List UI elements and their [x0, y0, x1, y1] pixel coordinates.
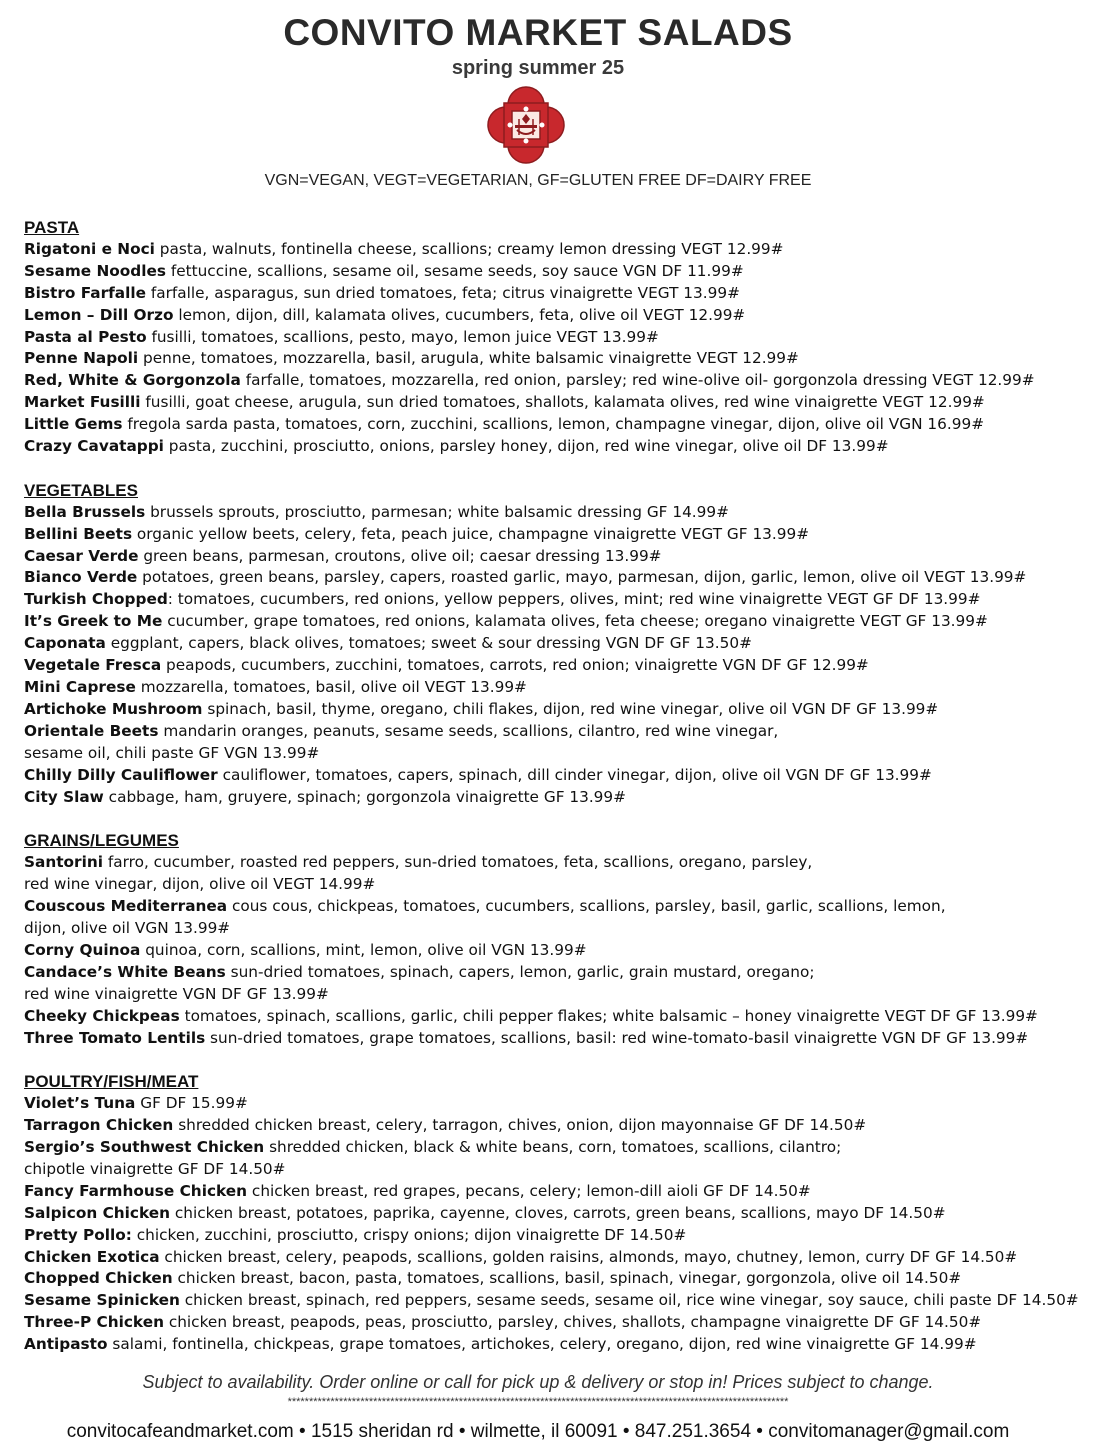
item-description: spinach, basil, thyme, oregano, chili flakes, dijon, red wine vinegar, olive oil VGN DF GF 13.99# — [202, 699, 939, 718]
item-description: sun-dried tomatoes, spinach, capers, lemon, garlic, grain mustard, oregano; red wine vinaigrette VGN DF GF 13.99# — [24, 962, 815, 1003]
item-name: Bellini Beets — [24, 524, 133, 543]
item-name: Antipasto — [24, 1335, 108, 1354]
item-description: cabbage, ham, gruyere, spinach; gorgonzola vinaigrette GF 13.99# — [103, 787, 626, 806]
item-description: brussels sprouts, prosciutto, parmesan; white balsamic dressing GF 14.99# — [145, 502, 729, 521]
menu-item — [24, 1225, 1090, 1247]
item-description: sun-dried tomatoes, grape tomatoes, scallions, basil: red wine-tomato-basil vinaigrette VGN DF GF 13.99# — [205, 1028, 1029, 1047]
item-name: Pretty Pollo: — [24, 1225, 132, 1244]
menu-item — [24, 1006, 1090, 1028]
item-name: Bistro Farfalle — [24, 283, 146, 302]
menu-item — [24, 1115, 1090, 1137]
item-description: chicken breast, red grapes, pecans, celery; lemon-dill aioli GF DF 14.50# — [247, 1181, 811, 1200]
item-description: fusilli, tomatoes, scallions, pesto, mayo, lemon juice VEGT 13.99# — [146, 327, 659, 346]
item-description: farfalle, asparagus, sun dried tomatoes, feta; citrus vinaigrette VEGT 13.99# — [145, 283, 740, 302]
item-description: penne, tomatoes, mozzarella, basil, arugula, white balsamic vinaigrette VEGT 12.99# — [138, 349, 799, 368]
item-description: chicken breast, peapods, peas, prosciutto, parsley, chives, shallots, champagne vinaigrette DF GF 14.50# — [163, 1313, 982, 1332]
item-name: Three-P Chicken — [24, 1313, 164, 1332]
item-description: lemon, dijon, dill, kalamata olives, cucumbers, feta, olive oil VEGT 12.99# — [173, 305, 746, 324]
contact-line: convitocafeandmarket.com • 1515 sheridan rd • wilmette, il 60091 • 847.251.3654 • convitomanager@gmail.com — [66, 1421, 1010, 1442]
item-name: Turkish Chopped — [24, 590, 168, 609]
item-description: pasta, walnuts, fontinella cheese, scallions; creamy lemon dressing VEGT 12.99# — [154, 239, 784, 258]
item-name: Sergio’s Southwest Chicken — [24, 1138, 265, 1157]
menu-item — [24, 787, 1090, 809]
menu-section-vegetables — [24, 480, 1090, 809]
item-description: mandarin oranges, peanuts, sesame seeds, scallions, cilantro, red wine vinegar, sesame oil, chili paste GF VGN 13.99# — [24, 721, 779, 762]
menu-item — [24, 699, 1090, 721]
divider-stars: ********************************************************************************************************************* — [287, 1396, 789, 1408]
item-description: shredded chicken breast, celery, tarragon, chives, onion, dijon mayonnaise GF DF 14.50# — [173, 1116, 867, 1135]
item-description: eggplant, capers, black olives, tomatoes; sweet & sour dressing VGN DF GF 13.50# — [105, 634, 752, 653]
item-name: Red, White & Gorgonzola — [24, 371, 241, 390]
item-name: Mini Caprese — [24, 678, 136, 697]
item-name: City Slaw — [24, 787, 104, 806]
menu-body — [24, 217, 1090, 1378]
item-name: Orientale Beets — [24, 721, 159, 740]
menu-section-poultry-fish-meat — [24, 1071, 1090, 1356]
item-description: chicken breast, potatoes, paprika, cayenne, cloves, carrots, green beans, scallions, mayo DF 14.50# — [170, 1203, 946, 1222]
page-title: CONVITO MARKET SALADS — [283, 12, 793, 53]
item-name: Violet’s Tuna — [24, 1094, 136, 1113]
item-description: mozzarella, tomatoes, basil, olive oil VEGT 13.99# — [135, 678, 527, 697]
menu-item — [24, 677, 1090, 699]
item-description: salami, fontinella, chickpeas, grape tomatoes, artichokes, celery, oregano, dijon, red wine vinaigrette GF 14.99# — [107, 1335, 977, 1354]
item-description: peapods, cucumbers, zucchini, tomatoes, carrots, red onion; vinaigrette VGN DF GF 12.99# — [161, 656, 869, 675]
item-name: Santorini — [24, 853, 103, 872]
menu-item — [24, 567, 1090, 589]
item-description: green beans, parmesan, croutons, olive oil; caesar dressing 13.99# — [138, 546, 662, 565]
menu-section-grains-legumes — [24, 830, 1090, 1049]
menu-item — [24, 392, 1090, 414]
item-name: Bella Brussels — [24, 502, 146, 521]
menu-item — [24, 239, 1090, 261]
menu-item — [24, 502, 1090, 524]
menu-item — [24, 1203, 1090, 1225]
menu-item — [24, 436, 1090, 458]
item-description: farro, cucumber, roasted red peppers, sun-dried tomatoes, feta, scallions, oregano, parsley, red wine vinegar, dijon, olive oil VEGT 14.99# — [24, 853, 813, 894]
menu-item — [24, 852, 1090, 896]
diet-legend: VGN=VEGAN, VEGT=VEGETARIAN, GF=GLUTEN FREE DF=DAIRY FREE — [264, 172, 812, 189]
menu-item — [24, 348, 1090, 370]
item-description: pasta, zucchini, prosciutto, onions, parsley honey, dijon, red wine vinegar, olive oil DF 13.99# — [163, 437, 889, 456]
item-description: GF DF 15.99# — [135, 1094, 248, 1113]
item-name: Cheeky Chickpeas — [24, 1006, 180, 1025]
item-description: cauliflower, tomatoes, capers, spinach, dill cinder vinegar, dijon, olive oil VGN DF GF 13.99# — [217, 765, 932, 784]
item-description: chicken breast, bacon, pasta, tomatoes, scallions, basil, spinach, vinegar, gorgonzola, olive oil 14.50# — [172, 1269, 962, 1288]
menu-item — [24, 283, 1090, 305]
menu-item — [24, 1247, 1090, 1269]
item-description: chicken breast, celery, peapods, scallions, golden raisins, almonds, mayo, chutney, lemon, curry DF GF 14.50# — [159, 1247, 1018, 1266]
item-name: Caesar Verde — [24, 546, 139, 565]
menu-item — [24, 1334, 1090, 1356]
item-name: Chilly Dilly Cauliflower — [24, 765, 218, 784]
item-description: fettuccine, scallions, sesame oil, sesame seeds, soy sauce VGN DF 11.99# — [165, 261, 744, 280]
menu-item — [24, 1093, 1090, 1115]
item-description: chicken breast, spinach, red peppers, sesame seeds, sesame oil, rice wine vinegar, soy sauce, chili paste DF 14.50# — [179, 1291, 1079, 1310]
page-subtitle: spring summer 25 — [451, 57, 625, 79]
item-description: chicken, zucchini, prosciutto, crispy onions; dijon vinaigrette DF 14.50# — [131, 1225, 687, 1244]
menu-item — [24, 721, 1090, 765]
menu-item — [24, 633, 1090, 655]
menu-item — [24, 1181, 1090, 1203]
menu-item — [24, 1290, 1090, 1312]
section-title: POULTRY/FISH/MEAT — [24, 1072, 199, 1092]
menu-item — [24, 305, 1090, 327]
menu-item — [24, 589, 1090, 611]
menu-item — [24, 327, 1090, 349]
section-title: PASTA — [24, 218, 80, 237]
item-name: Chopped Chicken — [24, 1269, 173, 1288]
item-description: fregola sarda pasta, tomatoes, corn, zucchini, scallions, lemon, champagne vinegar, dijon, olive oil VGN 16.99# — [122, 415, 985, 434]
item-name: Little Gems — [24, 415, 123, 434]
item-description: cous cous, chickpeas, tomatoes, cucumbers, scallions, parsley, basil, garlic, scallions, lemon, dijon, olive oil VGN 13.99# — [24, 897, 946, 937]
item-name: Chicken Exotica — [24, 1247, 160, 1266]
item-description: cucumber, grape tomatoes, red onions, kalamata olives, feta cheese; oregano vinaigrette VEGT GF 13.99# — [162, 612, 988, 631]
item-name: Crazy Cavatappi — [24, 437, 164, 456]
item-name: Tarragon Chicken — [24, 1116, 174, 1135]
item-description: farfalle, tomatoes, mozzarella, red onion, parsley; red wine-olive oil- gorgonzola dressing VEGT 12.99# — [240, 371, 1035, 390]
item-description: : tomatoes, cucumbers, red onions, yellow peppers, olives, mint; red wine vinaigrette VEGT GF DF 13.99# — [167, 590, 981, 609]
item-name: Pasta al Pesto — [24, 327, 147, 346]
item-name: It’s Greek to Me — [24, 612, 163, 631]
item-description: tomatoes, spinach, scallions, garlic, chili pepper flakes; white balsamic – honey vinaigrette VEGT DF GF 13.99# — [179, 1006, 1038, 1025]
menu-item — [24, 261, 1090, 283]
item-name: Artichoke Mushroom — [24, 699, 203, 718]
menu-item — [24, 940, 1090, 962]
item-name: Corny Quinoa — [24, 940, 141, 959]
section-title: GRAINS/LEGUMES — [24, 831, 179, 851]
item-name: Candace’s White Beans — [24, 962, 226, 981]
item-name: Sesame Spinicken — [24, 1291, 180, 1310]
menu-item — [24, 524, 1090, 546]
item-name: Salpicon Chicken — [24, 1203, 171, 1222]
availability-note: Subject to availability. Order online or call for pick up & delivery or stop in! Prices subject to change. — [142, 1372, 934, 1392]
item-name: Vegetale Fresca — [24, 656, 162, 675]
item-name: Lemon – Dill Orzo — [24, 305, 174, 324]
item-name: Market Fusilli — [24, 393, 141, 412]
menu-item — [24, 1028, 1090, 1050]
menu-item — [24, 1312, 1090, 1334]
item-description: fusilli, goat cheese, arugula, sun dried tomatoes, shallots, kalamata olives, red wine vinaigrette VEGT 12.99# — [140, 393, 985, 412]
item-name: Sesame Noodles — [24, 261, 166, 280]
menu-item — [24, 1268, 1090, 1290]
item-description: shredded chicken, black & white beans, corn, tomatoes, scallions, cilantro; chipotle vinaigrette GF DF 14.50# — [24, 1138, 842, 1178]
menu-item — [24, 546, 1090, 568]
menu-item — [24, 414, 1090, 436]
item-description: organic yellow beets, celery, feta, peach juice, champagne vinaigrette VEGT GF 13.99# — [132, 524, 810, 543]
menu-section-pasta — [24, 217, 1090, 458]
item-description: potatoes, green beans, parsley, capers, roasted garlic, mayo, parmesan, dijon, garlic, lemon, olive oil VEGT 13.99# — [137, 568, 1027, 587]
menu-item — [24, 655, 1090, 677]
item-name: Three Tomato Lentils — [24, 1028, 206, 1047]
menu-item — [24, 765, 1090, 787]
menu-item — [24, 611, 1090, 633]
section-title: VEGETABLES — [24, 480, 138, 500]
item-name: Fancy Farmhouse Chicken — [24, 1181, 248, 1200]
item-name: Caponata — [24, 634, 106, 653]
menu-item — [24, 896, 1090, 940]
item-name: Couscous Mediterranea — [24, 897, 228, 916]
menu-item — [24, 370, 1090, 392]
menu-item — [24, 962, 1090, 1006]
item-name: Rigatoni e Noci — [24, 239, 155, 258]
item-name: Penne Napoli — [24, 349, 139, 368]
menu-item — [24, 1137, 1090, 1181]
convito-crest-icon — [486, 85, 566, 165]
item-description: quinoa, corn, scallions, mint, lemon, olive oil VGN 13.99# — [140, 940, 587, 959]
item-name: Bianco Verde — [24, 568, 138, 587]
